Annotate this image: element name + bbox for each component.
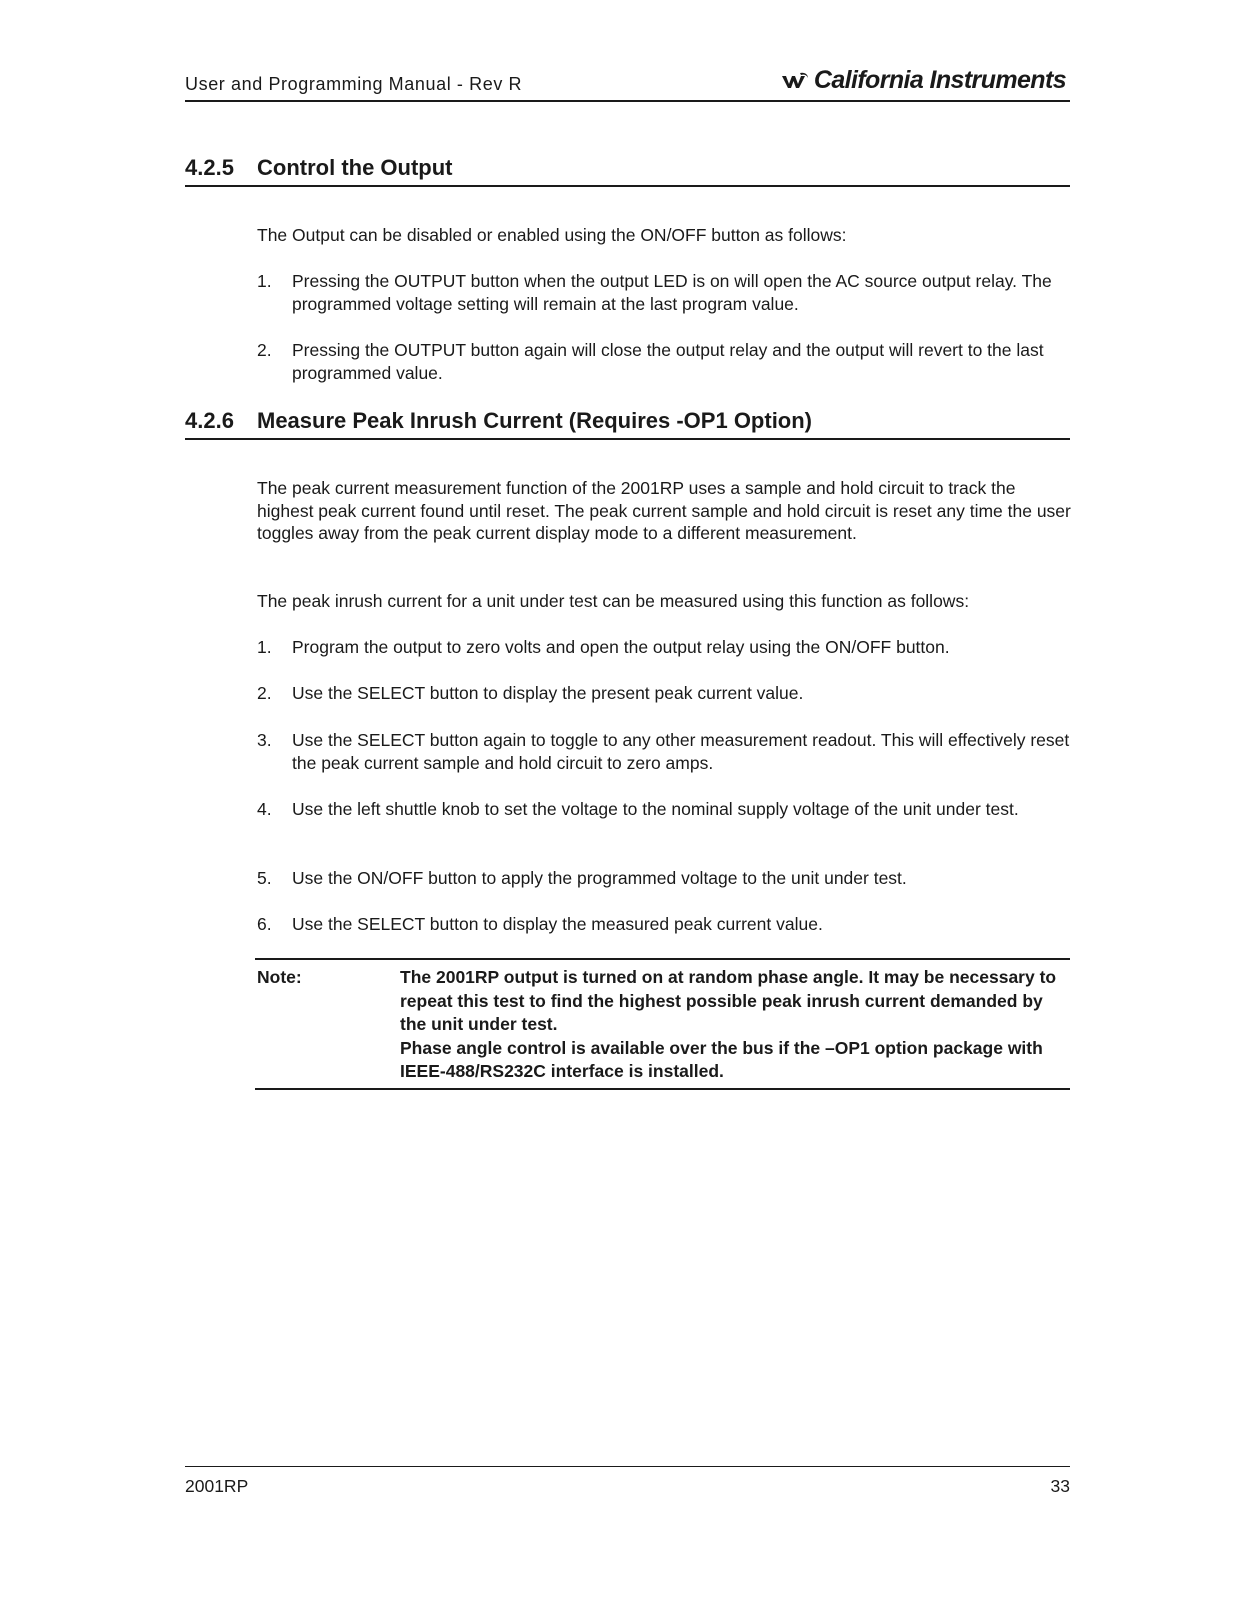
note-box [255, 958, 1070, 1090]
list-item [257, 913, 1072, 936]
list-item-number: 5. [257, 868, 272, 888]
page-header [185, 66, 1070, 102]
list-item-text: Program the output to zero volts and open the output relay using the ON/OFF button. [292, 637, 950, 657]
note-label: Note: [257, 967, 302, 987]
list-item-text: Use the SELECT button to display the measured peak current value. [292, 914, 823, 934]
section-number: 4.2.5 [185, 155, 234, 180]
note-text-line: Phase angle control is available over the bus if the –OP1 option package with IEEE-488/RS232C interface is installed. [400, 1037, 1043, 1081]
list-item-number: 2. [257, 683, 272, 703]
list-item [257, 729, 1072, 774]
list-item-text: Use the ON/OFF button to apply the programmed voltage to the unit under test. [292, 868, 907, 888]
list-item-number: 1. [257, 637, 272, 657]
section-heading-4-2-6 [185, 408, 1070, 440]
section-intro-paragraph: The Output can be disabled or enabled using the ON/OFF button as follows: [257, 225, 847, 245]
section-heading-4-2-5 [185, 155, 1070, 187]
page-footer [185, 1466, 1070, 1497]
manual-title: User and Programming Manual - Rev R [185, 74, 523, 94]
list-item-number: 4. [257, 799, 272, 819]
list-item [257, 636, 1072, 659]
section-number: 4.2.6 [185, 408, 234, 433]
list-item-text: Use the SELECT button again to toggle to any other measurement readout. This will effectively reset the peak current sample and hold circuit to zero amps. [292, 730, 1070, 773]
section-title: Measure Peak Inrush Current (Requires -OP1 Option) [257, 408, 813, 433]
list-item-number: 3. [257, 730, 272, 750]
body-paragraph: The peak inrush current for a unit under test can be measured using this function as follows: [257, 591, 970, 611]
list-item-number: 6. [257, 914, 272, 934]
body-paragraph: The peak current measurement function of the 2001RP uses a sample and hold circuit to track the highest peak current found until reset. The peak current sample and hold circuit is reset any time the user toggles away from the peak current display mode to a different measurement. [257, 478, 1071, 543]
list-item-text: Use the left shuttle knob to set the voltage to the nominal supply voltage of the unit under test. [292, 799, 1019, 819]
brand-name: California Instruments [813, 66, 1066, 94]
list-item [257, 270, 1072, 315]
list-item-number: 1. [257, 271, 272, 291]
note-text-line: The 2001RP output is turned on at random phase angle. It may be necessary to repeat this test to find the highest possible peak inrush current demanded by the unit under test. [400, 967, 1057, 1034]
footer-product-name: 2001RP [185, 1476, 249, 1496]
page-number: 33 [1050, 1476, 1070, 1496]
list-item [257, 339, 1072, 384]
brand-logo [780, 66, 1066, 95]
list-item-number: 2. [257, 340, 272, 360]
list-item [257, 682, 1072, 705]
section-title: Control the Output [257, 155, 453, 180]
list-item-text: Pressing the OUTPUT button when the output LED is on will open the AC source output relay. The programmed voltage setting will remain at the last program value. [292, 271, 1052, 314]
list-item-text: Pressing the OUTPUT button again will close the output relay and the output will revert to the last programmed value. [292, 340, 1044, 383]
california-instruments-logo-icon [780, 70, 810, 92]
list-item [257, 867, 1072, 890]
list-item [257, 798, 1072, 821]
note-text [400, 966, 1070, 1084]
list-item-text: Use the SELECT button to display the present peak current value. [292, 683, 804, 703]
